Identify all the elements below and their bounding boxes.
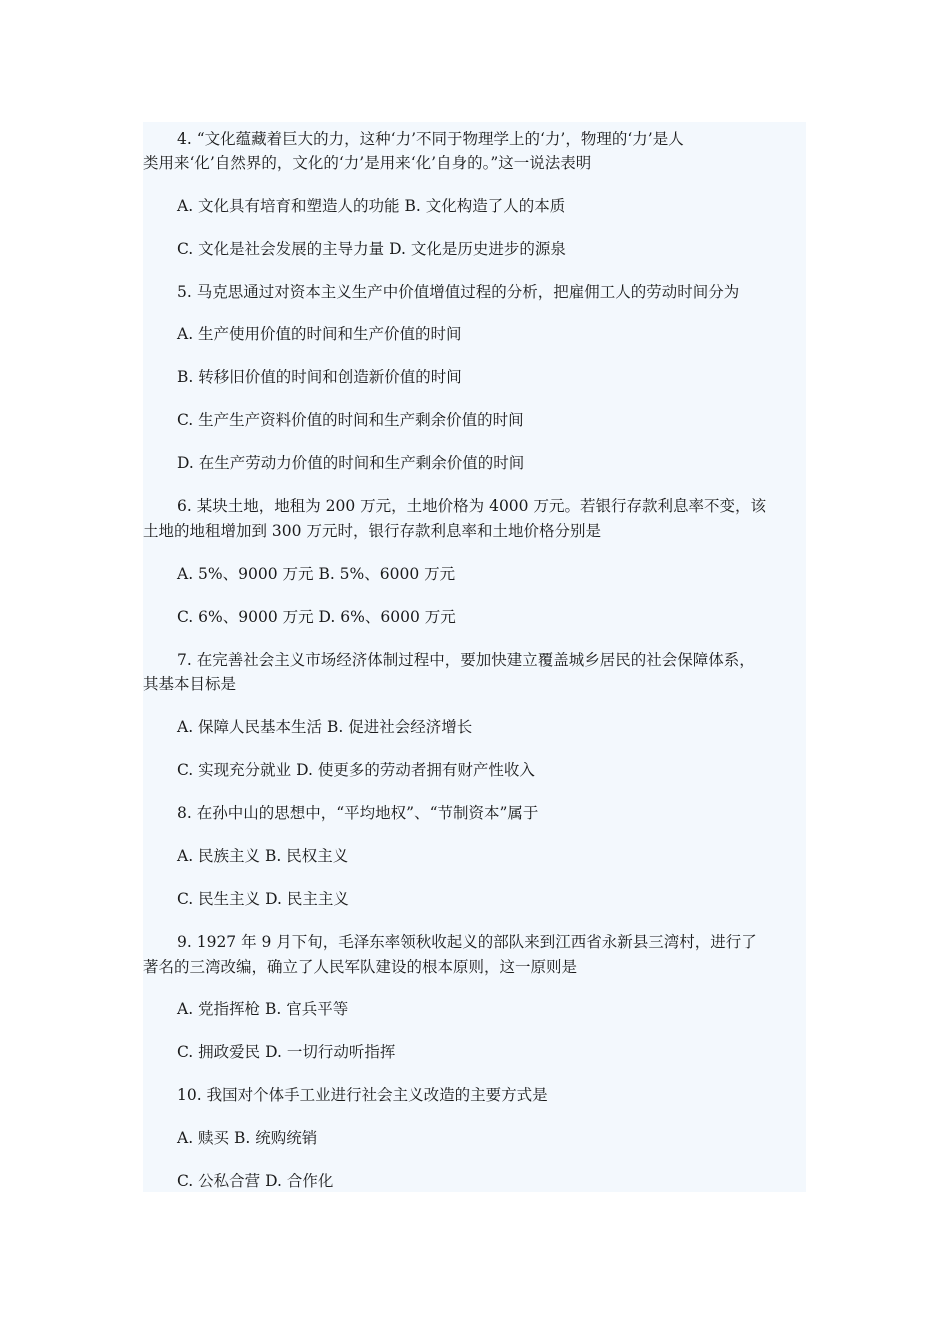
document-page [143, 122, 806, 1192]
question-7-line-1: 7. 在完善社会主义市场经济体制过程中，要加快建立覆盖城乡居民的社会保障体系， [177, 651, 755, 669]
question-10-options-ab: A. 赎买 B. 统购统销 [177, 1129, 318, 1147]
question-9-options-cd: C. 拥政爱民 D. 一切行动听指挥 [177, 1043, 396, 1061]
question-7-options-cd: C. 实现充分就业 D. 使更多的劳动者拥有财产性收入 [177, 761, 535, 779]
question-6-line-1: 6. 某块土地，地租为 200 万元，土地价格为 4000 万元。若银行存款利息率不变，该 [177, 497, 766, 515]
question-5-option-d: D. 在生产劳动力价值的时间和生产剩余价值的时间 [177, 454, 525, 472]
question-4-options-cd: C. 文化是社会发展的主导力量 D. 文化是历史进步的源泉 [177, 240, 566, 258]
question-5-line-1: 5. 马克思通过对资本主义生产中价值增值过程的分析，把雇佣工人的劳动时间分为 [177, 283, 740, 301]
question-5-option-c: C. 生产生产资料价值的时间和生产剩余价值的时间 [177, 411, 524, 429]
question-5-option-a: A. 生产使用价值的时间和生产价值的时间 [177, 325, 462, 343]
question-7-options-ab: A. 保障人民基本生活 B. 促进社会经济增长 [177, 718, 473, 736]
question-9-line-1: 9. 1927 年 9 月下旬，毛泽东率领秋收起义的部队来到江西省永新县三湾村，进行了 [177, 933, 757, 951]
question-8-options-ab: A. 民族主义 B. 民权主义 [177, 847, 349, 865]
question-6-line-2: 土地的地租增加到 300 万元时，银行存款利息率和土地价格分别是 [143, 522, 601, 540]
question-7-line-2: 其基本目标是 [143, 675, 237, 693]
question-5-option-b: B. 转移旧价值的时间和创造新价值的时间 [177, 368, 462, 386]
question-8-options-cd: C. 民生主义 D. 民主主义 [177, 890, 349, 908]
question-4-line-2: 类用来‘化’自然界的，文化的‘力’是用来‘化’自身的。”这一说法表明 [143, 154, 592, 172]
question-4-options-ab: A. 文化具有培育和塑造人的功能 B. 文化构造了人的本质 [177, 197, 566, 215]
question-9-line-2: 著名的三湾改编，确立了人民军队建设的根本原则，这一原则是 [143, 958, 578, 976]
question-4-line-1: 4. “文化蕴藏着巨大的力，这种‘力’不同于物理学上的‘力’，物理的‘力’是人 [177, 130, 684, 148]
question-10-options-cd: C. 公私合营 D. 合作化 [177, 1172, 334, 1190]
question-6-options-cd: C. 6%、9000 万元 D. 6%、6000 万元 [177, 608, 456, 626]
question-8-line-1: 8. 在孙中山的思想中，“平均地权”、“节制资本”属于 [177, 804, 539, 822]
question-6-options-ab: A. 5%、9000 万元 B. 5%、6000 万元 [177, 565, 456, 583]
question-10-line-1: 10. 我国对个体手工业进行社会主义改造的主要方式是 [177, 1086, 548, 1104]
question-9-options-ab: A. 党指挥枪 B. 官兵平等 [177, 1000, 349, 1018]
